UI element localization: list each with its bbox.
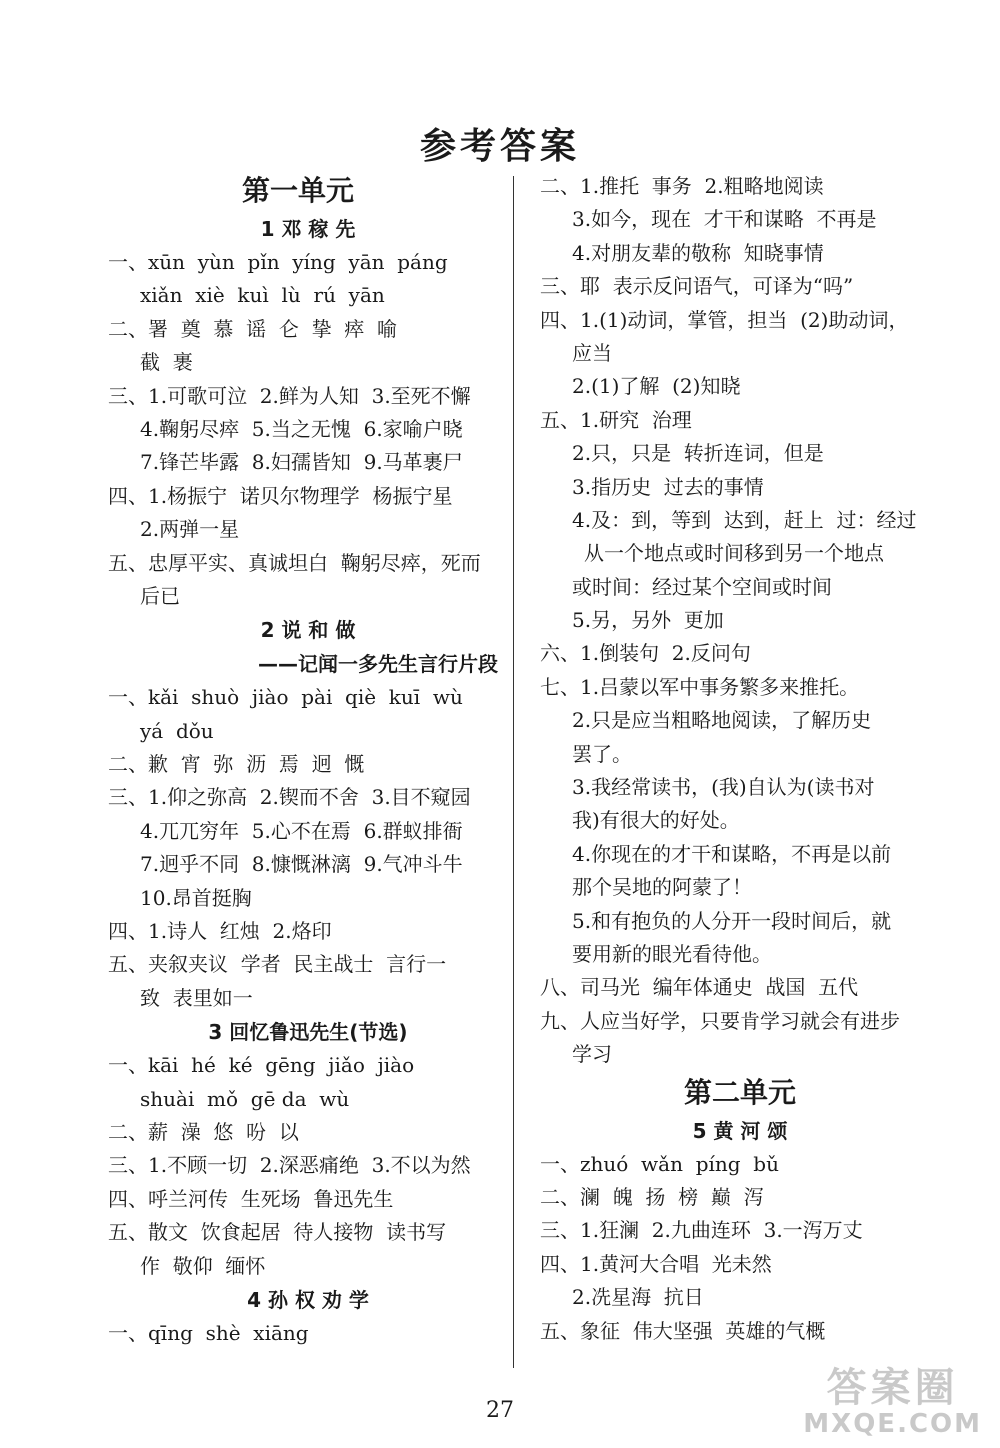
answer-line: 一、qīng shè xiāng (108, 1320, 309, 1345)
answer-line: 三、1.仰之弥高 2.锲而不舍 3.目不窥园 (108, 785, 471, 810)
answer-line: 致 表里如一 (140, 985, 253, 1010)
answer-line: 七、1.吕蒙以军中事务繁多来推托。 (540, 674, 860, 699)
answer-line: 3.指历史 过去的事情 (572, 474, 764, 499)
answer-line: 三、1.可歌可泣 2.鲜为人知 3.至死不懈 (108, 383, 471, 408)
answer-line: 4.鞠躬尽瘁 5.当之无愧 6.家喻户晓 (140, 416, 463, 441)
answer-line: 2.冼星海 抗日 (572, 1285, 704, 1310)
lesson-subtitle: ——记闻一多先生言行片段 (258, 652, 498, 677)
answer-line: 四、1.黄河大合唱 光未然 (540, 1251, 772, 1276)
lesson-title: 5 黄 河 颂 (692, 1118, 788, 1143)
answer-line: 应当 (572, 340, 612, 365)
answer-line: 一、xūn yùn pǐn yíng yān páng (108, 250, 448, 274)
answer-line: 二、署 奠 慕 谣 仑 挚 瘁 喻 (108, 316, 398, 341)
answer-line: 四、1.(1)动词，掌管，担当 (2)助动词， (540, 307, 909, 332)
answer-line: 一、zhuó wǎn píng bǔ (540, 1151, 779, 1176)
answer-line: 一、kāi hé ké gēng jiǎo jiào (108, 1053, 415, 1078)
answer-line: 二、薪 澡 悠 吩 以 (108, 1119, 299, 1144)
unit-heading: 第一单元 (241, 174, 354, 207)
answer-line: 从一个地点或时间移到另一个地点 (584, 541, 884, 566)
answer-line: 五、散文 饮食起居 待人接物 读书写 (108, 1220, 447, 1245)
answer-line: 我)有很大的好处。 (572, 808, 740, 833)
answer-line: 罢了。 (572, 741, 632, 766)
answer-line: 3.如今，现在 才干和谋略 不再是 (572, 207, 877, 232)
answer-line: 4.兀兀穷年 5.心不在焉 6.群蚁排衙 (140, 818, 463, 843)
answer-line: 2.只，只是 转折连词，但是 (572, 441, 824, 466)
answer-line: 2.两弹一星 (140, 517, 240, 542)
answer-line: 作 敬仰 缅怀 (140, 1253, 266, 1278)
answer-line: 后已 (140, 583, 180, 608)
answer-line: 5.另，另外 更加 (572, 608, 724, 633)
answer-line: 那个吴地的阿蒙了！ (572, 875, 752, 900)
page-title: 参考答案 (419, 126, 580, 167)
lesson-title: 3 回忆鲁迅先生(节选) (208, 1020, 408, 1045)
answer-line: 二、澜 魄 扬 榜 巅 泻 (540, 1184, 764, 1209)
answer-line: 三、1.不顾一切 2.深恶痛绝 3.不以为然 (108, 1153, 471, 1178)
answer-line: 7.迥乎不同 8.慷慨淋漓 9.气冲斗牛 (140, 852, 463, 877)
answer-line: 六、1.倒装句 2.反问句 (540, 641, 751, 666)
answer-line: 三、1.狂澜 2.九曲连环 3.一泻万丈 (540, 1218, 863, 1243)
watermark-text: 答案圈 (826, 1365, 959, 1411)
answer-line: 一、kǎi shuò jiào pài qiè kuī wù (108, 685, 463, 710)
answer-line: 二、歉 宵 弥 沥 焉 迥 慨 (108, 752, 365, 777)
answer-line: 四、1.杨振宁 诺贝尔物理学 杨振宁星 (108, 483, 453, 508)
lesson-title: 2 说 和 做 (260, 618, 356, 643)
answer-line: 五、象征 伟大坚强 英雄的气概 (540, 1318, 826, 1343)
page-number: 27 (486, 1398, 514, 1423)
lesson-title: 4 孙 权 劝 学 (247, 1287, 369, 1312)
answer-line: 三、耶 表示反问语气，可译为“吗” (540, 274, 854, 299)
answer-line: 或时间：经过某个空间或时间 (572, 574, 832, 599)
answer-line: 四、呼兰河传 生死场 鲁迅先生 (108, 1186, 394, 1211)
answer-line: 五、忠厚平实、真诚坦白 鞠躬尽瘁，死而 (108, 550, 481, 575)
answer-line: 五、夹叙夹议 学者 民主战士 言行一 (108, 952, 447, 977)
lesson-title: 1 邓 稼 先 (260, 217, 356, 241)
answer-line: 学习 (572, 1042, 612, 1067)
unit-heading: 第二单元 (683, 1075, 796, 1109)
answer-line: 3.我经常读书，(我)自认为(读书对 (572, 775, 875, 800)
answer-line: xiǎn xiè kuì lù rú yān (140, 283, 385, 308)
answer-line: 要用新的眼光看待他。 (572, 941, 772, 966)
answer-line: 2.(1)了解 (2)知晓 (572, 374, 741, 399)
right-column (540, 170, 940, 1348)
watermark-url: MXQE.COM (803, 1409, 982, 1439)
answer-line: 九、人应当好学，只要肯学习就会有进步 (540, 1008, 900, 1033)
answer-line: shuài mǒ gē da wù (140, 1086, 350, 1111)
answer-line: 5.和有抱负的人分开一段时间后，就 (572, 908, 892, 933)
answer-line: 2.只是应当粗略地阅读，了解历史 (572, 708, 872, 733)
answer-line: 四、1.诗人 红烛 2.烙印 (108, 919, 332, 944)
answer-line: 4.及：到，等到 达到，赶上 过：经过 (572, 507, 917, 532)
answer-line: 7.锋芒毕露 8.妇孺皆知 9.马革裹尸 (140, 450, 463, 475)
left-column (108, 170, 508, 1350)
answer-line: 4.对朋友辈的敬称 知晓事情 (572, 240, 824, 265)
answer-line: 五、1.研究 治理 (540, 407, 692, 432)
answer-line: 10.昂首挺胸 (140, 885, 252, 910)
watermark-logo (803, 1366, 982, 1438)
column-divider (513, 176, 514, 1368)
answer-line: 4.你现在的才干和谋略，不再是以前 (572, 841, 892, 866)
answer-line: 截 裹 (140, 350, 193, 375)
answer-line: 二、1.推托 事务 2.粗略地阅读 (540, 174, 824, 198)
answer-line: yá dǒu (140, 718, 214, 743)
answer-line: 八、司马光 编年体通史 战国 五代 (540, 975, 859, 1000)
